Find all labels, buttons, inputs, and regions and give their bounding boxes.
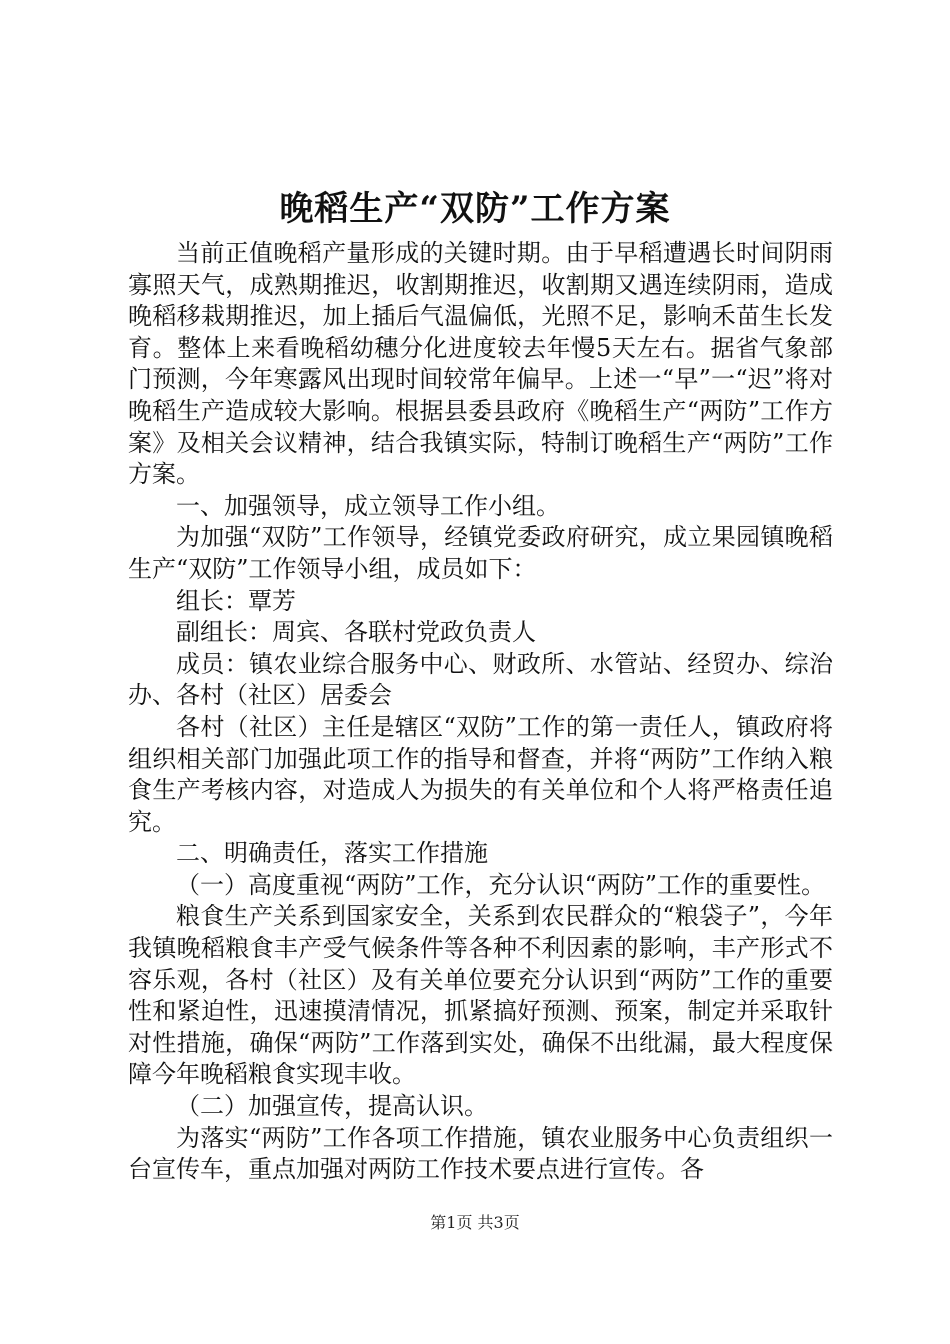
paragraph-importance: 粮食生产关系到国家安全，关系到农民群众的“粮袋子”，今年我镇晚稻粮食丰产受气候条件等各种不利因素的影响，丰产形式不容乐观，各村（社区）及有关单位要充分认识到“两防”工作的重要性和紧迫性，迅速摸清情况，抓紧搞好预测、预案，制定并采取针对性措施，确保“两防”工作落到实处，确保不出纰漏，最大程度保障今年晚稻粮食实现丰收。 bbox=[128, 902, 833, 1089]
paragraph-members: 成员：镇农业综合服务中心、财政所、水管站、经贸办、综治办、各村（社区）居委会 bbox=[128, 649, 833, 710]
subsection-heading-2: （二）加强宣传，提高认识。 bbox=[176, 1092, 488, 1121]
paragraph-intro: 当前正值晚稻产量形成的关键时期。由于早稻遭遇长时间阴雨寡照天气，成熟期推迟，收割期推迟，收割期又遇连续阴雨，造成晚稻移栽期推迟，加上插后气温偏低，光照不足，影响禾苗生长发育。整体上来看晚稻幼穗分化进度较去年慢5天左右。据省气象部门预测，今年寒露风出现时间较常年偏早。上述一“早”一“迟”将对晚稻生产造成较大影响。根据县委县政府《晚稻生产“两防”工作方案》及相关会议精神，结合我镇实际，特制订晚稻生产“两防”工作方案。 bbox=[128, 239, 833, 489]
document-title: 晚稻生产“双防”工作方案 bbox=[279, 189, 671, 229]
paragraph-group-setup: 为加强“双防”工作领导，经镇党委政府研究，成立果园镇晚稻生产“双防”工作领导小组，成员如下： bbox=[128, 523, 833, 583]
subsection-heading-1: （一）高度重视“两防”工作，充分认识“两防”工作的重要性。 bbox=[176, 870, 826, 899]
document-body bbox=[128, 238, 833, 1186]
paragraph-responsibility: 各村（社区）主任是辖区“双防”工作的第一责任人，镇政府将组织相关部门加强此项工作的指导和督查，并将“两防”工作纳入粮食生产考核内容，对造成人为损失的有关单位和个人将严格责任追究。 bbox=[128, 712, 833, 836]
paragraph-publicity: 为落实“两防”工作各项工作措施，镇农业服务中心负责组织一台宣传车，重点加强对两防工作技术要点进行宣传。各 bbox=[128, 1123, 833, 1184]
paragraph-group-leader: 组长：覃芳 bbox=[176, 586, 296, 615]
page-footer: 第1页 共3页 bbox=[430, 1213, 520, 1232]
section-heading-2: 二、明确责任，落实工作措施 bbox=[176, 839, 488, 868]
section-heading-1: 一、加强领导，成立领导工作小组。 bbox=[176, 491, 560, 520]
paragraph-deputy-leader: 副组长：周宾、各联村党政负责人 bbox=[176, 618, 536, 647]
